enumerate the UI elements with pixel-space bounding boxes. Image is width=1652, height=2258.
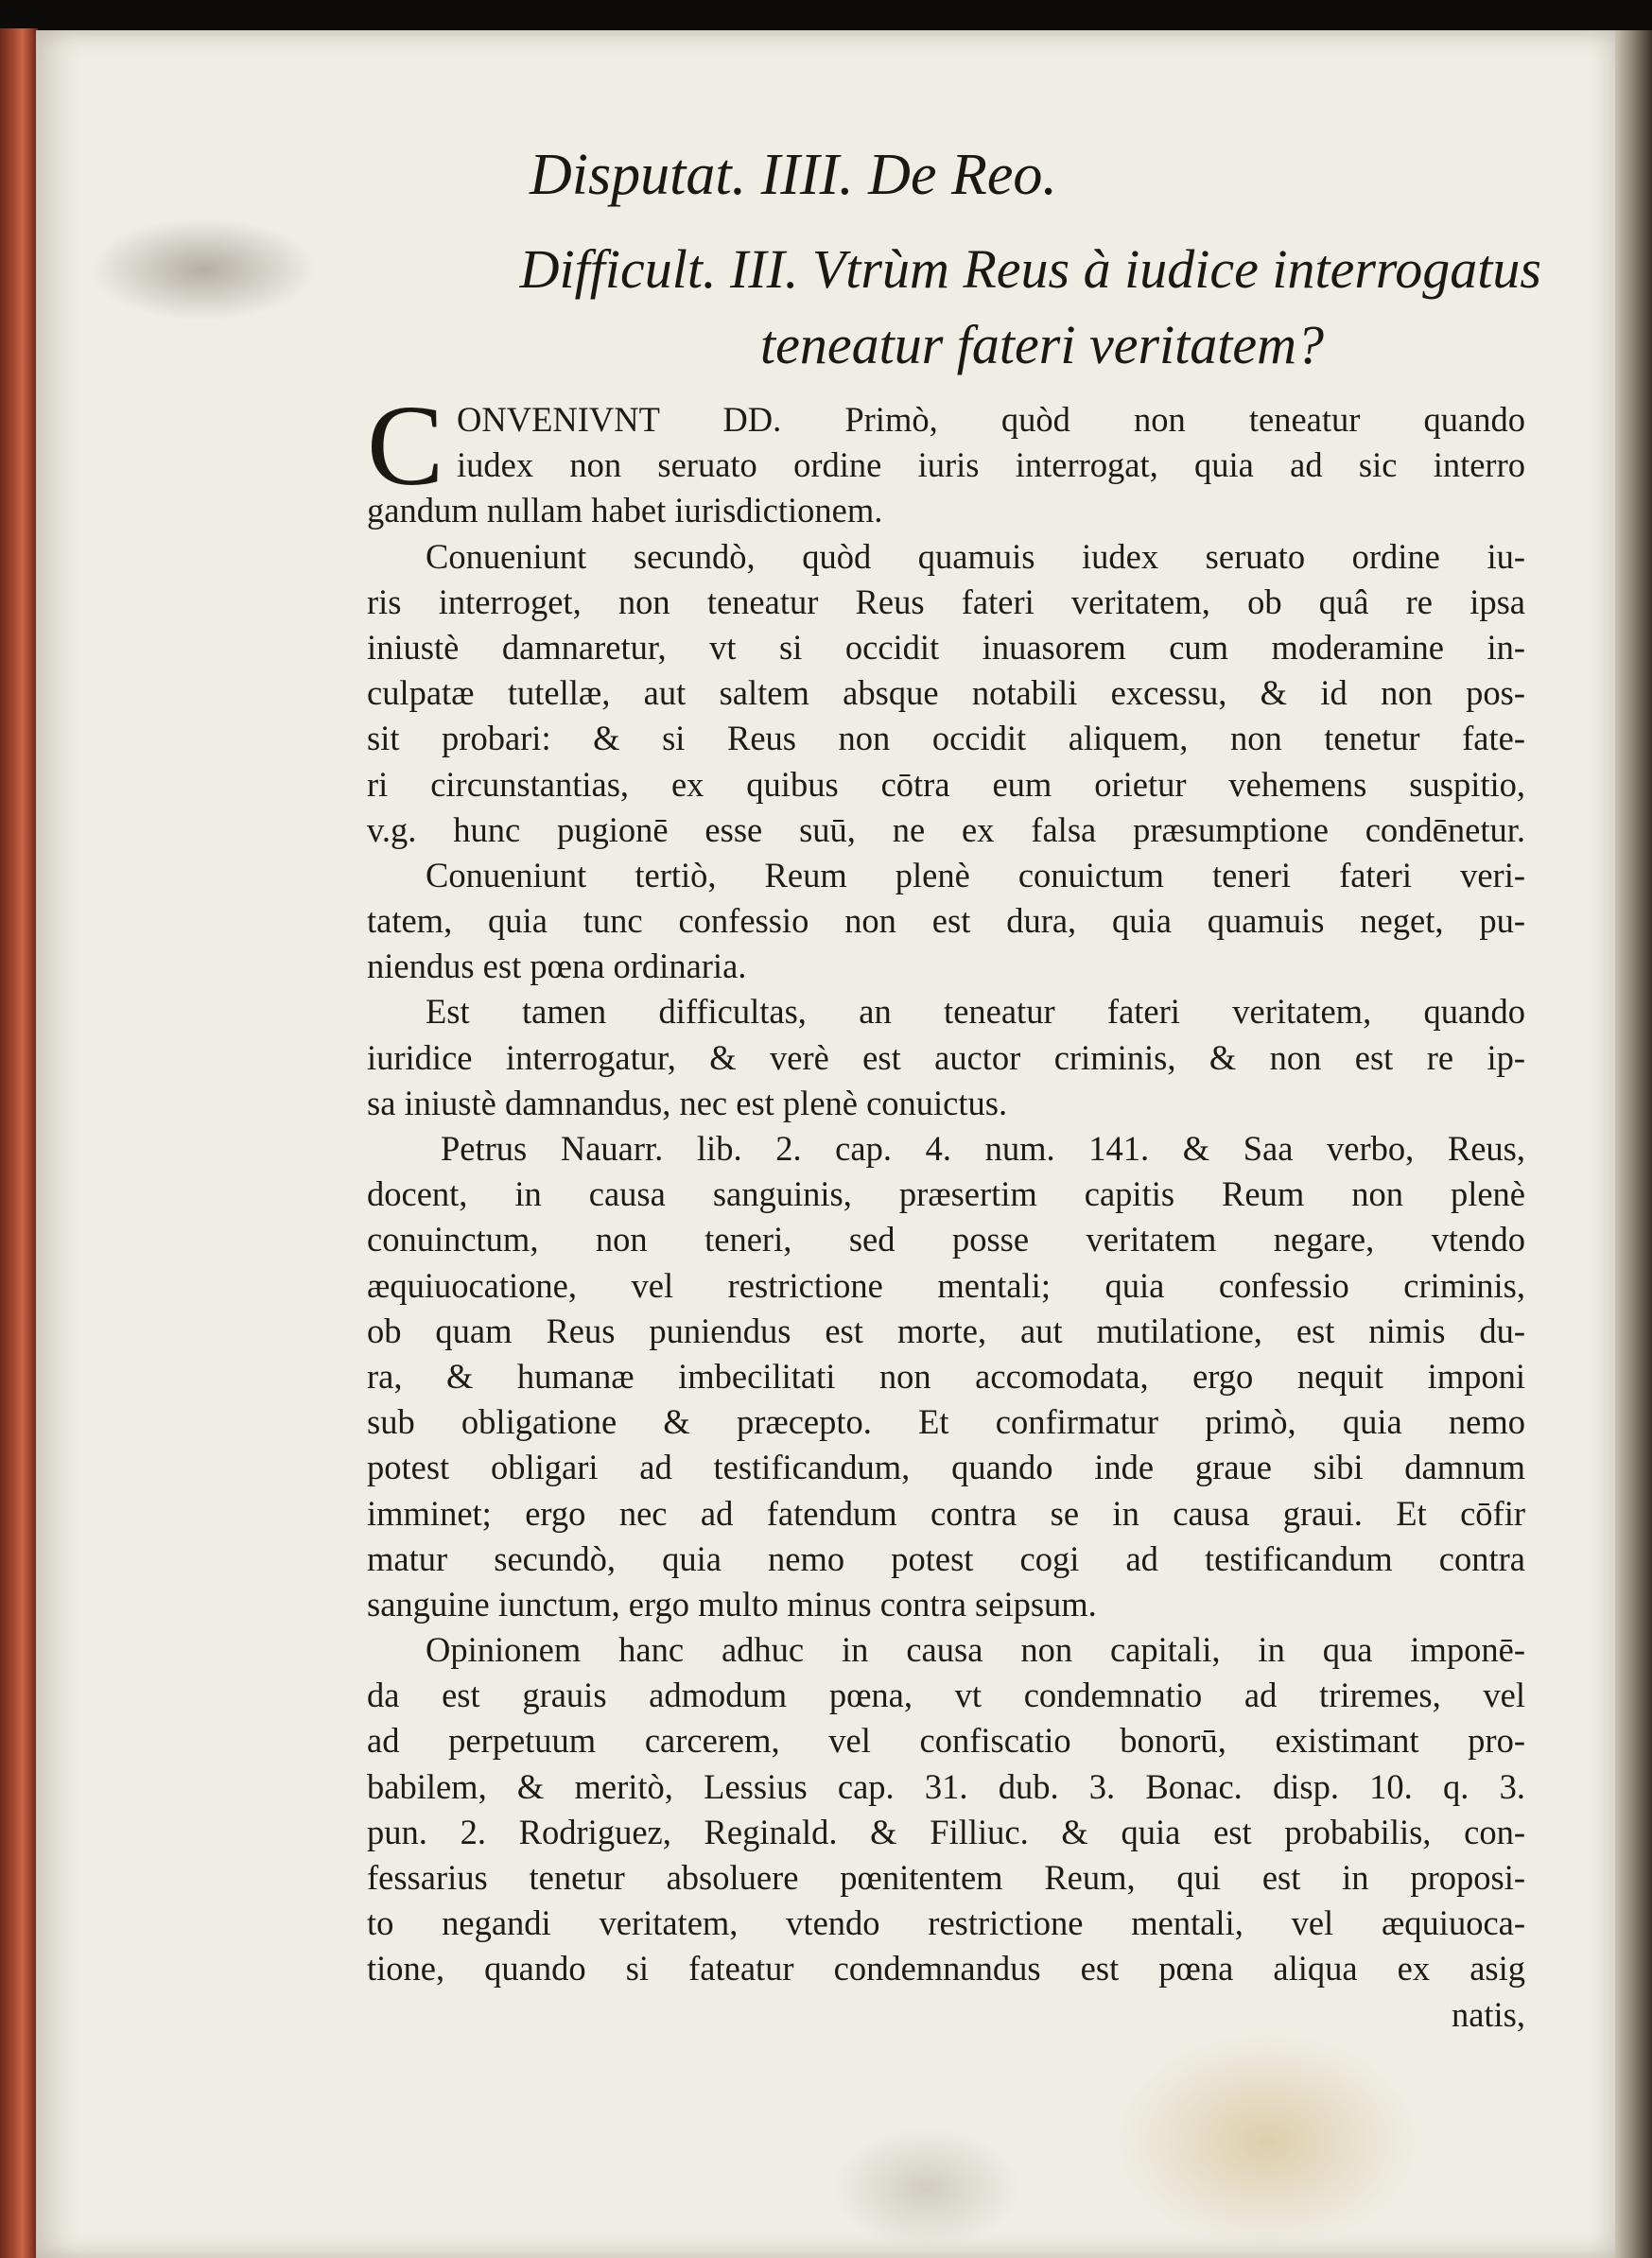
heading-line: teneatur fateri veritatem? bbox=[760, 314, 1324, 375]
text-line: pun. 2. Rodriguez, Reginald. & Filliuc. & quia est probabilis, con- bbox=[367, 1812, 1525, 1851]
text-line: gandum nullam habet iurisdictionem. bbox=[367, 491, 883, 530]
text-line: sa iniustè damnandus, nec est plenè conuictus. bbox=[367, 1083, 1008, 1122]
scan-top-border bbox=[0, 0, 1652, 32]
text-line: potest obligari ad testificandum, quando inde graue sibi damnum bbox=[367, 1448, 1525, 1487]
body-text bbox=[367, 382, 1525, 2038]
drop-capital: C bbox=[367, 382, 444, 510]
text-line: niendus est pœna ordinaria. bbox=[367, 947, 747, 986]
text-line: to negandi veritatem, vtendo restrictione mentali, vel æquiuoca- bbox=[367, 1903, 1525, 1943]
text-line: Conueniunt tertiò, Reum plenè conuictum teneri fateri veri- bbox=[426, 855, 1525, 895]
difficulty-heading bbox=[369, 232, 1541, 383]
text-line: iniustè damnaretur, vt si occidit inuasorem cum moderamine in- bbox=[367, 627, 1525, 667]
text-line: culpatæ tutellæ, aut saltem absque notabili excessu, & id non pos- bbox=[367, 673, 1525, 713]
text-line: conuinctum, non teneri, sed posse veritatem negare, vtendo bbox=[367, 1220, 1525, 1259]
water-stain bbox=[1116, 2033, 1418, 2250]
text-line: ad perpetuum carcerem, vel confiscatio bonorū, existimant pro- bbox=[367, 1721, 1525, 1761]
text-line: sit probari: & si Reus non occidit aliquem, non tenetur fate- bbox=[367, 719, 1525, 758]
heading-line: Difficult. III. Vtrùm Reus à iudice interrogatus bbox=[519, 238, 1541, 300]
text-line: ONVENIVNT DD. Primò, quòd non teneatur quando bbox=[457, 400, 1525, 439]
text-line: imminet; ergo nec ad fatendum contra se in causa graui. Et cōfir bbox=[367, 1493, 1525, 1533]
text-line: ris interroget, non teneatur Reus fateri veritatem, ob quâ re ipsa bbox=[367, 582, 1525, 621]
text-line: sub obligatione & præcepto. Et confirmatur primò, quia nemo bbox=[367, 1402, 1525, 1442]
text-line: Est tamen difficultas, an teneatur fateri veritatem, quando bbox=[426, 992, 1525, 1032]
text-line: fessarius tenetur absoluere pœnitentem Reum, qui est in proposi- bbox=[367, 1858, 1525, 1897]
text-line: æquiuocatione, vel restrictione mentali; quia confessio criminis, bbox=[367, 1265, 1525, 1305]
text-line: docent, in causa sanguinis, præsertim capitis Reum non plenè bbox=[367, 1174, 1525, 1214]
page-fore-edge bbox=[1615, 30, 1652, 2258]
running-head: Disputat. IIII. De Reo. bbox=[530, 143, 1057, 207]
text-line: tatem, quia tunc confessio non est dura, quia quamuis neget, pu- bbox=[367, 901, 1525, 941]
text-line: ri circunstantias, ex quibus cōtra eum orietur vehemens suspitio, bbox=[367, 764, 1525, 804]
text-line: matur secundò, quia nemo potest cogi ad testificandum contra bbox=[367, 1538, 1525, 1578]
text-line: ob quam Reus puniendus est morte, aut mutilatione, est nimis du- bbox=[367, 1311, 1525, 1350]
text-line: tione, quando si fateatur condemnandus est pœna aliqua ex asig bbox=[367, 1949, 1525, 1989]
catchword: natis, bbox=[1451, 1994, 1525, 2034]
text-line: ra, & humanæ imbecilitati non accomodata, ergo nequit imponi bbox=[367, 1356, 1525, 1396]
text-line: iudex non seruato ordine iuris interrogat, quia ad sic interro bbox=[457, 445, 1525, 485]
text-line: Opinionem hanc adhuc in causa non capitali, in qua imponē- bbox=[426, 1630, 1525, 1670]
show-through-stain bbox=[832, 2128, 1021, 2250]
text-line: babilem, & meritò, Lessius cap. 31. dub. 3. Bonac. disp. 10. q. 3. bbox=[367, 1766, 1525, 1806]
text-line: da est grauis admodum pœna, vt condemnatio ad triremes, vel bbox=[367, 1676, 1525, 1715]
text-line: sanguine iunctum, ergo multo minus contra seipsum. bbox=[367, 1584, 1097, 1624]
ink-smudge bbox=[90, 217, 317, 321]
text-line: Conueniunt secundò, quòd quamuis iudex seruato ordine iu- bbox=[426, 536, 1525, 576]
book-binding-edge bbox=[0, 28, 38, 2258]
text-line: iuridice interrogatur, & verè est auctor criminis, & non est re ip- bbox=[367, 1037, 1525, 1077]
text-line: Petrus Nauarr. lib. 2. cap. 4. num. 141. & Saa verbo, Reus, bbox=[441, 1129, 1525, 1168]
text-line: v.g. hunc pugionē esse suū, ne ex falsa præsumptione condēnetur. bbox=[367, 809, 1525, 849]
